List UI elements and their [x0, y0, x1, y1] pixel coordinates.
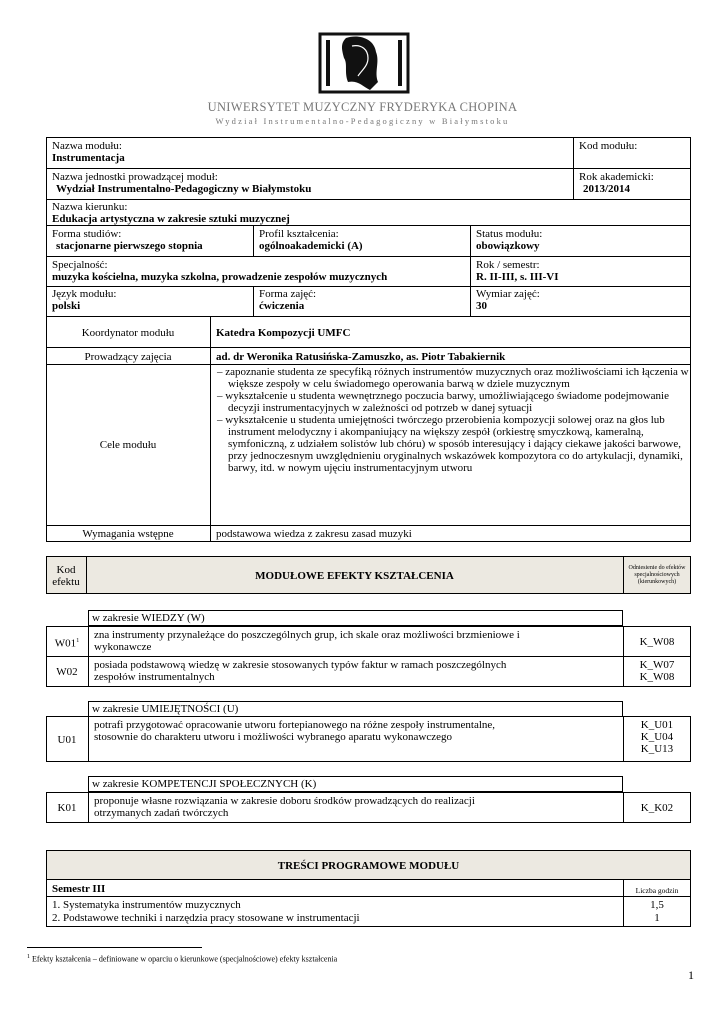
effect-code: W02: [56, 666, 78, 678]
prereq-label: Wymagania wstępne: [82, 528, 174, 540]
year-semester: R. II-III, s. III-VI: [476, 271, 559, 283]
coordinator-label: Koordynator modułu: [81, 327, 175, 339]
social-title: w zakresie KOMPETENCJI SPOŁECZNYCH (K): [92, 778, 317, 790]
effect-code: U01: [57, 734, 77, 746]
page-number: 1: [688, 968, 694, 982]
module-status: obowiązkowy: [476, 240, 540, 252]
form-cell: Forma studiów: stacjonarne pierwszego stopnia: [52, 228, 203, 252]
faculty-name: Wydział Instrumentalno-Pedagogiczny w Białymstoku: [215, 116, 510, 126]
program-item-hours: 1,5: [650, 899, 664, 911]
spec-cell: Specjalność: muzyka kościelna, muzyka szkolna, prowadzenie zespołów muzycznych: [52, 259, 388, 283]
teacher: ad. dr Weronika Ratusińska-Zamuszko, as. Piotr Tabakiernik: [216, 351, 506, 363]
program-item: 2. Podstawowe techniki i narzędzia pracy stosowane w instrumentacji: [52, 912, 360, 924]
effect-reference: K_K02: [640, 802, 674, 814]
module-language: polski: [52, 300, 81, 312]
goal-item: – zapoznanie studenta ze specyfiką różnych instrumentów muzycznych oraz możliwościami ich łączenia w większe zespoły w celu świadomego operowania barwą w dziele muzycznym: [217, 366, 689, 390]
hours-header: Liczba godzin: [635, 886, 679, 895]
effect-description: zna instrumenty przynależące do poszczególnych grup, ich skale oraz możliwości brzmieniowe i wykonawcze: [94, 629, 520, 653]
effect-description: potrafi przygotować opracowanie utworu fortepianowego na różne zespoły instrumentalne, stosownie do charakteru utworu i możliwości wybranego aparatu wykonawczego: [94, 719, 496, 743]
reference-header: Odniesienie do efektów specjalnościowych (kierunkowych): [628, 565, 686, 585]
program-item: 1. Systematyka instrumentów muzycznych: [52, 899, 241, 911]
profile: ogólnoakademicki (A): [259, 240, 363, 252]
module-name: Instrumentacja: [52, 152, 125, 164]
footnote: $^1$ Efekty kształcenia – definiowane w oparciu o kierunkowe (specjalnościowe) efekty kształcenia: [27, 954, 338, 964]
university-name: UNIWERSYTET MUZYCZNY FRYDERYKA CHOPINA: [207, 100, 518, 114]
specialty: muzyka kościelna, muzyka szkolna, prowadzenie zespołów muzycznych: [52, 271, 388, 283]
effects-title: MODUŁOWE EFEKTY KSZTAŁCENIA: [255, 570, 454, 582]
hours-cell: Wymiar zajęć: 30: [476, 288, 540, 312]
goals-list: [213, 366, 689, 474]
effect-reference: K_W07 K_W08: [639, 659, 675, 683]
effect-code: K01: [57, 802, 77, 814]
effect-description: proponuje własne rozwiązania w zakresie doboru środków prowadzących do realizacji otrzymanych zadań twórczych: [94, 795, 475, 819]
effect-description: posiada podstawową wiedzę w zakresie stosowanych typów faktur w ramach poszczególnych zespołów instrumentalnych: [94, 659, 507, 683]
year-cell: Rok akademicki: 2013/2014: [579, 171, 654, 195]
field-name: Edukacja artystyczna w zakresie sztuki muzycznej: [52, 213, 290, 225]
university-logo-icon: [318, 32, 410, 94]
module-name-cell: Nazwa modułu: Instrumentacja: [52, 140, 125, 164]
study-form: stacjonarne pierwszego stopnia: [56, 240, 203, 252]
class-form: ćwiczenia: [259, 300, 305, 312]
knowledge-title: w zakresie WIEDZY (W): [92, 612, 205, 624]
semester-cell: Rok / semestr: R. II-III, s. III-VI: [476, 259, 559, 283]
language-cell: Język modułu: polski: [52, 288, 117, 312]
skills-title: w zakresie UMIEJĘTNOŚCI (U): [92, 703, 239, 715]
effect-reference: K_U01 K_U04 K_U13: [640, 719, 674, 755]
coordinator: Katedra Kompozycji UMFC: [216, 327, 351, 339]
unit-name: Wydział Instrumentalno-Pedagogiczny w Białymstoku: [56, 183, 312, 195]
class-form-cell: Forma zajęć: ćwiczenia: [259, 288, 317, 312]
goal-item: – wykształcenie u studenta wewnętrznego poczucia barwy, umożliwiającego świadome podejmowanie decyzji instrumentacyjnych w zależności od potrzeb w danej sytuacji: [217, 390, 669, 414]
academic-year: 2013/2014: [583, 183, 631, 195]
effect-code-header: Kod efektu: [52, 564, 80, 588]
module-code-cell: Kod modułu:: [579, 140, 638, 152]
field-cell: Nazwa kierunku: Edukacja artystyczna w zakresie sztuki muzycznej: [52, 201, 290, 225]
goals-label: Cele modułu: [99, 439, 157, 451]
prerequisites: podstawowa wiedza z zakresu zasad muzyki: [216, 528, 412, 540]
profile-cell: Profil kształcenia: ogólnoakademicki (A): [259, 228, 363, 252]
status-cell: Status modułu: obowiązkowy: [476, 228, 543, 252]
hours: 30: [476, 300, 487, 312]
program-title: TREŚCI PROGRAMOWE MODUŁU: [277, 860, 460, 872]
teacher-label: Prowadzący zajęcia: [84, 351, 172, 363]
semester-title: Semestr III: [52, 883, 106, 895]
goal-item: – wykształcenie u studenta umiejętności twórczego przerobienia kompozycji solowej oraz na głos lub instrument melodyczny i akompaniujący na większy zespół (orkiestrę smyczkową, kameralną, symfoniczną, z udziałem solistów lub chóru) w sposób interesujący i dający ciekawe jakości barwowe, przy jednoczesnym uwzględnieniu oryginalnych wskazówek kompozytora co do artykulacji, dynamiki, barwy, itd. w nowym ujęciu instrumentacyjnym utworu: [217, 414, 683, 474]
effect-code: $W01^1$: [54, 637, 80, 650]
effect-reference: K_W08: [639, 636, 675, 648]
program-item-hours: 1: [654, 912, 660, 924]
unit-cell: Nazwa jednostki prowadzącej moduł: Wydział Instrumentalno-Pedagogiczny w Białymstoku: [52, 171, 312, 195]
